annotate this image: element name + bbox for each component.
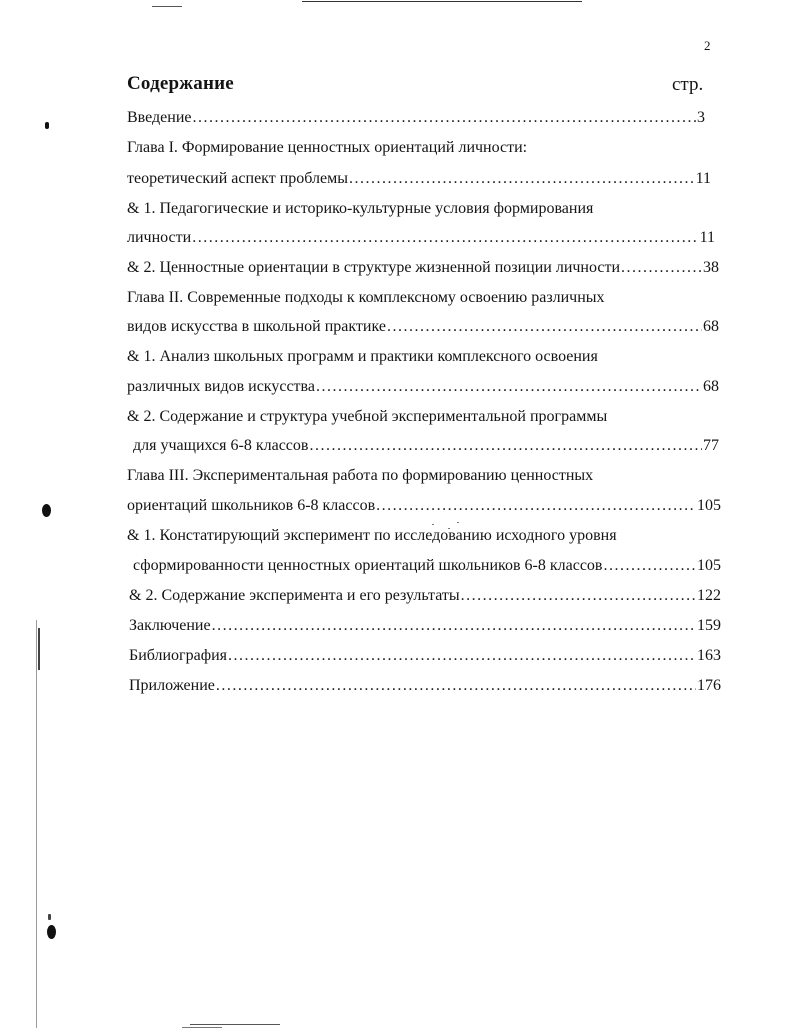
toc-leader-dots bbox=[603, 555, 696, 577]
toc-entry bbox=[127, 198, 705, 220]
toc-entry-label: теоретический аспект проблемы bbox=[127, 170, 348, 187]
ink-blot bbox=[45, 122, 49, 129]
toc-leader-dots bbox=[309, 435, 702, 457]
toc-entry-page: 77 bbox=[703, 437, 719, 454]
toc-leader-dots bbox=[192, 227, 698, 249]
ink-blot bbox=[48, 914, 51, 920]
scan-artifact-line bbox=[302, 1, 582, 2]
toc-entry-label: & 2. Содержание и структура учебной экспериментальной программы bbox=[127, 408, 608, 425]
toc-entry-label: различных видов искусства bbox=[127, 378, 315, 395]
toc-entry-page: 3 bbox=[697, 109, 705, 126]
toc-entry-label: Приложение bbox=[129, 677, 215, 694]
toc-leader-dots bbox=[216, 675, 696, 697]
scan-speck bbox=[457, 522, 459, 523]
toc-entry-page: 176 bbox=[697, 677, 721, 694]
toc-entry-label: & 2. Ценностные ориентации в структуре жизненной позиции личности bbox=[127, 259, 621, 276]
toc-entry bbox=[133, 435, 719, 457]
toc-entry-label: Глава III. Экспериментальная работа по формированию ценностных bbox=[127, 467, 594, 484]
toc-entry bbox=[127, 465, 705, 487]
toc-entry-label: & 1. Констатирующий эксперимент по исследованию исходного уровня bbox=[127, 527, 617, 544]
toc-title: Содержание bbox=[127, 73, 234, 94]
scan-margin-rule bbox=[36, 620, 37, 1028]
toc-entry-label: & 1. Анализ школьных программ и практики комплексного освоения bbox=[127, 348, 598, 365]
toc-entry-label: & 1. Педагогические и историко-культурные условия формирования bbox=[127, 200, 594, 217]
toc-entry-label: Глава II. Современные подходы к комплексному освоению различных bbox=[127, 289, 605, 306]
toc-entry-label: сформированности ценностных ориентаций школьников 6-8 классов bbox=[133, 557, 603, 574]
toc-entry-label: для учащихся 6-8 классов bbox=[133, 437, 309, 454]
toc-entry-label: & 2. Содержание эксперимента и его результаты bbox=[129, 587, 460, 604]
toc-leader-dots bbox=[387, 316, 702, 338]
scan-artifact-line bbox=[152, 6, 182, 7]
toc-entry-page: 68 bbox=[703, 318, 719, 335]
page-number: 2 bbox=[704, 38, 711, 53]
toc-entry-label: Введение bbox=[127, 109, 192, 126]
toc-entry bbox=[127, 137, 705, 159]
toc-entry bbox=[129, 615, 721, 637]
toc-entry bbox=[127, 316, 719, 338]
toc-entry bbox=[129, 585, 721, 607]
toc-entry bbox=[127, 168, 711, 190]
scan-margin-rule bbox=[38, 628, 40, 670]
toc-entry-page: 105 bbox=[697, 497, 721, 514]
toc-entry-page: 105 bbox=[697, 557, 721, 574]
toc-entry-label: Глава I. Формирование ценностных ориентаций личности: bbox=[127, 139, 528, 156]
toc-entry bbox=[127, 525, 705, 547]
ink-blot bbox=[47, 925, 56, 939]
toc-entry-label: личности bbox=[127, 229, 192, 246]
toc-entry bbox=[127, 257, 719, 279]
toc-leader-dots bbox=[349, 168, 695, 190]
ink-blot bbox=[42, 504, 51, 517]
toc-entry bbox=[127, 406, 705, 428]
toc-leader-dots bbox=[193, 107, 697, 129]
toc-entry-page: 38 bbox=[703, 259, 719, 276]
toc-entry bbox=[129, 645, 721, 667]
toc-leader-dots bbox=[461, 585, 696, 607]
toc-entry bbox=[129, 675, 721, 697]
toc-leader-dots bbox=[376, 495, 696, 517]
toc-entry-page: 122 bbox=[697, 587, 721, 604]
toc-entry-label: Заключение bbox=[129, 617, 211, 634]
toc-entry-page: 11 bbox=[699, 229, 715, 246]
toc-entry bbox=[127, 287, 705, 309]
toc-entry-label: видов искусства в школьной практике bbox=[127, 318, 386, 335]
toc-entry-page: 163 bbox=[697, 647, 721, 664]
toc-entry bbox=[127, 346, 705, 368]
toc-entry-page: 11 bbox=[695, 170, 711, 187]
toc-entry-page: 68 bbox=[703, 378, 719, 395]
toc-leader-dots bbox=[621, 257, 702, 279]
toc-entry bbox=[127, 107, 705, 129]
toc-page-column-header: стр. bbox=[672, 74, 704, 95]
toc-entry-page: 159 bbox=[697, 617, 721, 634]
toc-entry bbox=[127, 495, 721, 517]
toc-leader-dots bbox=[212, 615, 696, 637]
toc-entry bbox=[127, 227, 715, 249]
toc-entry bbox=[133, 555, 721, 577]
toc-leader-dots bbox=[316, 376, 702, 398]
toc-entry bbox=[127, 376, 719, 398]
toc-entry-label: ориентаций школьников 6-8 классов bbox=[127, 497, 376, 514]
toc-entry-label: Библиография bbox=[129, 647, 227, 664]
toc-leader-dots bbox=[228, 645, 696, 667]
scan-artifact-line bbox=[190, 1024, 280, 1025]
